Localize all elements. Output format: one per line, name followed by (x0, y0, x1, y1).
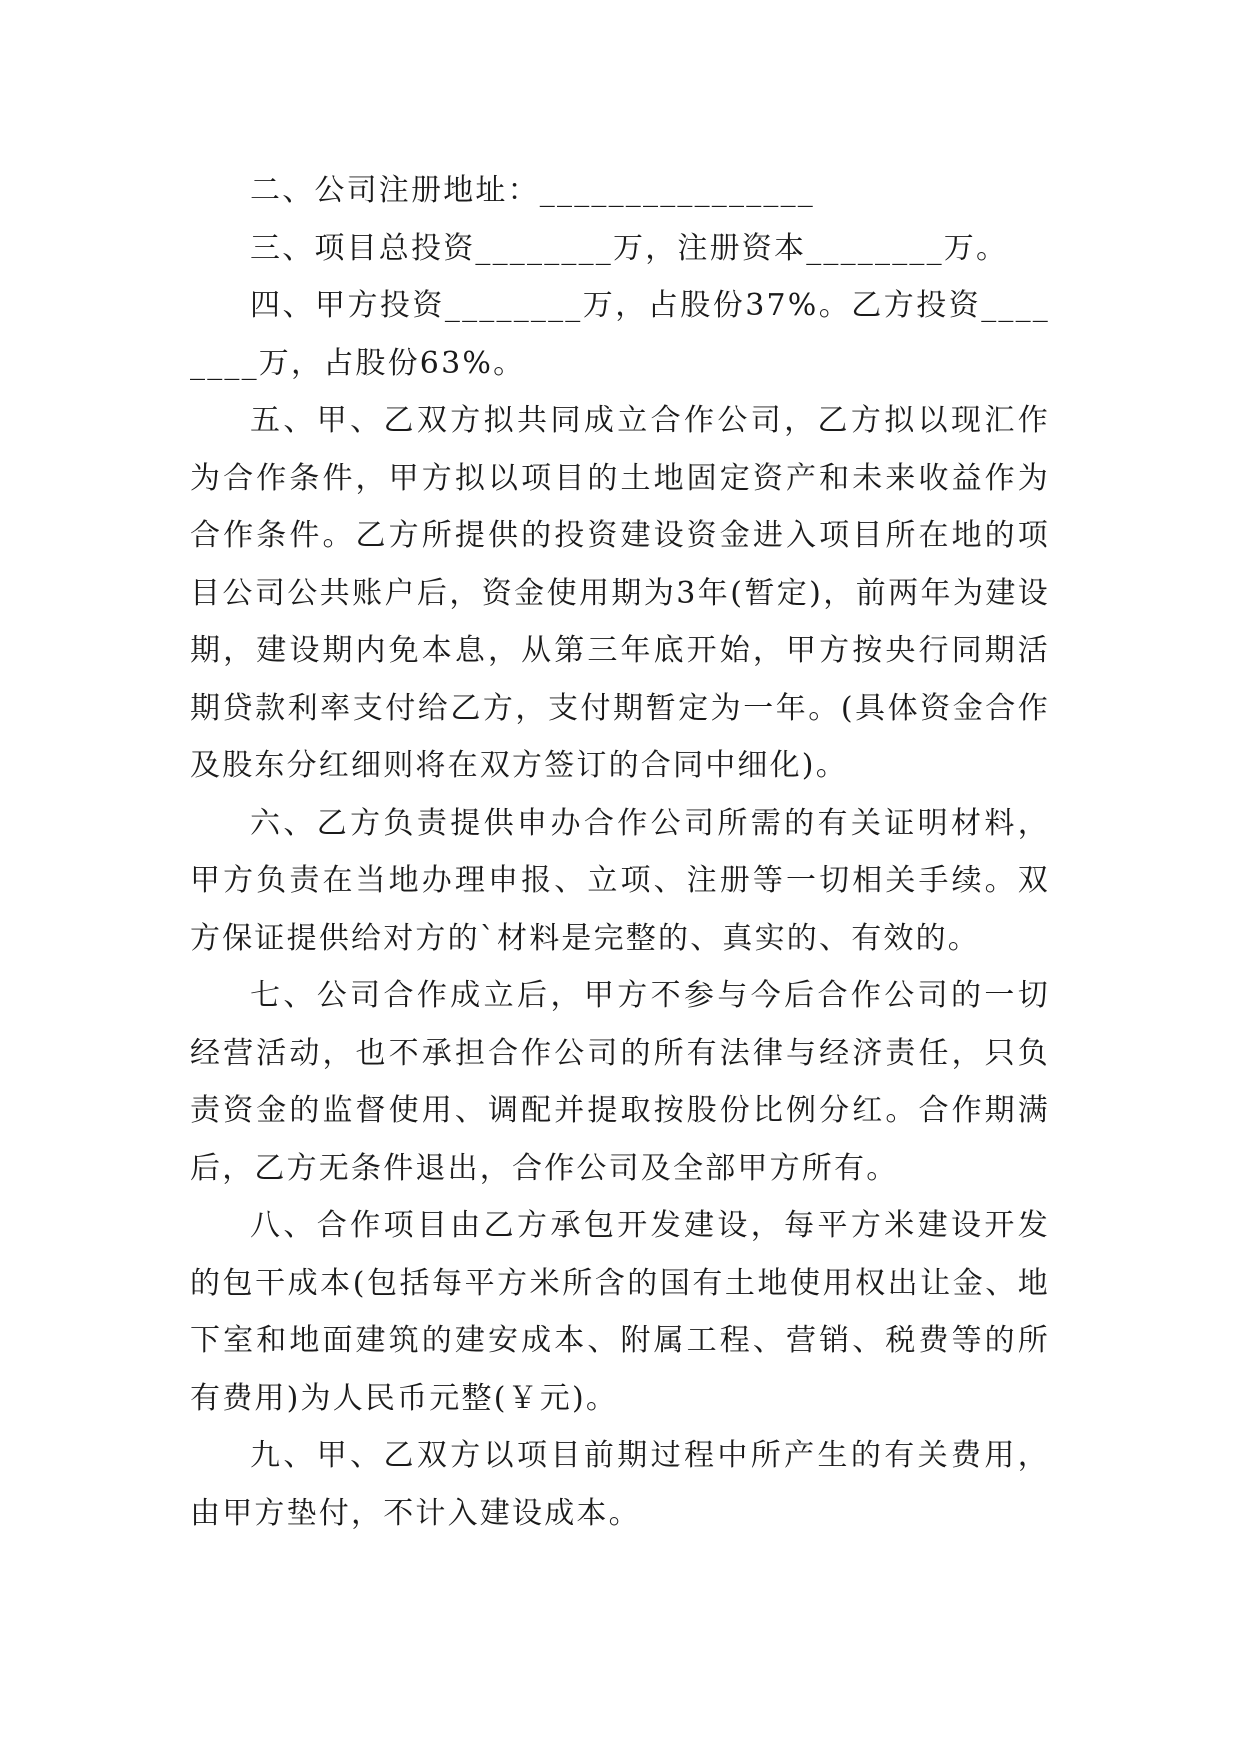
clause-8-construction-cost: 八、合作项目由乙方承包开发建设，每平方米建设开发的包干成本(包括每平方米所含的国有土地使用权出让金、地下室和地面建筑的建安成本、附属工程、营销、税费等的所有费用)为人民币元整(￥元)。 (190, 1208, 1050, 1416)
document-body (190, 162, 1050, 1542)
clause-5-cooperation-terms: 五、甲、乙双方拟共同成立合作公司，乙方拟以现汇作为合作条件，甲方拟以项目的土地固定资产和未来收益作为合作条件。乙方所提供的投资建设资金进入项目所在地的项目公司公共账户后，资金使用期为3年(暂定)，前两年为建设期，建设期内免本息，从第三年底开始，甲方按央行同期活期贷款利率支付给乙方，支付期暂定为一年。(具体资金合作及股东分红细则将在双方签订的合同中细化)。 (190, 403, 1050, 783)
clause-7-operation: 七、公司合作成立后，甲方不参与今后合作公司的一切经营活动，也不承担合作公司的所有法律与经济责任，只负责资金的监督使用、调配并提取按股份比例分红。合作期满后，乙方无条件退出，合作公司及全部甲方所有。 (190, 978, 1050, 1186)
clause-3-total-investment: 三、项目总投资________万，注册资本________万。 (250, 230, 1009, 266)
clause-4-shareholding: 四、甲方投资________万，占股份37%。乙方投资________万，占股份63%。 (190, 288, 1050, 381)
clause-2-registered-address: 二、公司注册地址：________________ (250, 173, 815, 208)
clause-6-materials: 六、乙方负责提供申办合作公司所需的有关证明材料，甲方负责在当地办理申报、立项、注册等一切相关手续。双方保证提供给对方的`材料是完整的、真实的、有效的。 (190, 805, 1050, 956)
clause-9-preliminary-expenses: 九、甲、乙双方以项目前期过程中所产生的有关费用，由甲方垫付，不计入建设成本。 (190, 1438, 1050, 1531)
